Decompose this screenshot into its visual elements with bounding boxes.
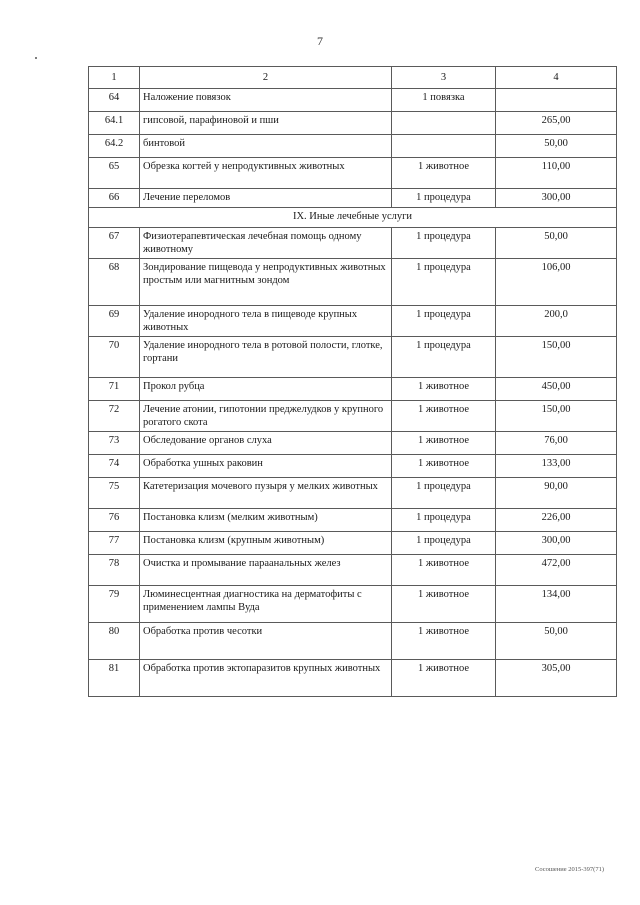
row-number-cell: 74 [89, 455, 140, 478]
unit-cell: 1 процедура [392, 478, 496, 509]
scan-speck [35, 57, 37, 59]
table-row [89, 623, 617, 660]
table-row [89, 509, 617, 532]
service-name-cell: Зондирование пищевода у непродуктивных животных простым или магнитным зондом [140, 259, 392, 306]
table-row [89, 532, 617, 555]
row-number-cell: 68 [89, 259, 140, 306]
service-name-cell: гипсовой, парафиновой и пши [140, 112, 392, 135]
price-cell: 226,00 [496, 509, 617, 532]
table-row [89, 660, 617, 697]
unit-cell: 1 процедура [392, 337, 496, 378]
row-number-cell: 64 [89, 89, 140, 112]
row-number-cell: 65 [89, 158, 140, 189]
unit-cell: 1 животное [392, 555, 496, 586]
row-number-cell: 64.1 [89, 112, 140, 135]
table-row [89, 401, 617, 432]
unit-cell: 1 животное [392, 586, 496, 623]
price-cell: 90,00 [496, 478, 617, 509]
row-number-cell: 78 [89, 555, 140, 586]
service-name-cell: Обрезка когтей у непродуктивных животных [140, 158, 392, 189]
service-name-cell: Наложение повязок [140, 89, 392, 112]
unit-cell: 1 процедура [392, 306, 496, 337]
table-row [89, 432, 617, 455]
table-row [89, 455, 617, 478]
price-cell: 300,00 [496, 189, 617, 208]
table-row [89, 135, 617, 158]
unit-cell: 1 животное [392, 378, 496, 401]
price-cell: 134,00 [496, 586, 617, 623]
price-cell: 265,00 [496, 112, 617, 135]
services-price-table [88, 66, 617, 697]
price-cell: 50,00 [496, 135, 617, 158]
price-cell: 110,00 [496, 158, 617, 189]
service-name-cell: Лечение переломов [140, 189, 392, 208]
table-row [89, 158, 617, 189]
row-number-cell: 71 [89, 378, 140, 401]
unit-cell: 1 животное [392, 623, 496, 660]
unit-cell: 1 процедура [392, 228, 496, 259]
row-number-cell: 72 [89, 401, 140, 432]
table-row [89, 89, 617, 112]
section-title: IX. Иные лечебные услуги [89, 208, 617, 228]
table-row [89, 228, 617, 259]
unit-cell [392, 112, 496, 135]
unit-cell: 1 животное [392, 401, 496, 432]
row-number-cell: 67 [89, 228, 140, 259]
unit-cell: 1 процедура [392, 509, 496, 532]
price-cell: 472,00 [496, 555, 617, 586]
header-cell-1: 1 [89, 67, 140, 89]
service-name-cell: Катетеризация мочевого пузыря у мелких животных [140, 478, 392, 509]
section-heading-row [89, 208, 617, 228]
row-number-cell: 76 [89, 509, 140, 532]
service-name-cell: Постановка клизм (мелким животным) [140, 509, 392, 532]
price-cell: 50,00 [496, 623, 617, 660]
service-name-cell: Люминесцентная диагностика на дерматофиты с применением лампы Вуда [140, 586, 392, 623]
table-row [89, 259, 617, 306]
table-row [89, 337, 617, 378]
price-cell: 106,00 [496, 259, 617, 306]
table-row [89, 189, 617, 208]
unit-cell: 1 процедура [392, 532, 496, 555]
unit-cell: 1 процедура [392, 189, 496, 208]
unit-cell: 1 животное [392, 432, 496, 455]
unit-cell: 1 повязка [392, 89, 496, 112]
price-cell: 150,00 [496, 337, 617, 378]
row-number-cell: 75 [89, 478, 140, 509]
row-number-cell: 70 [89, 337, 140, 378]
page-number: 7 [317, 34, 323, 48]
service-name-cell: Прокол рубца [140, 378, 392, 401]
document-footer: Сосошение 2015-397(71) [535, 866, 604, 873]
price-cell: 150,00 [496, 401, 617, 432]
unit-cell [392, 135, 496, 158]
service-name-cell: Обработка против эктопаразитов крупных животных [140, 660, 392, 697]
service-name-cell: Удаление инородного тела в пищеводе крупных животных [140, 306, 392, 337]
price-cell: 305,00 [496, 660, 617, 697]
price-cell: 50,00 [496, 228, 617, 259]
header-cell-3: 3 [392, 67, 496, 89]
price-cell [496, 89, 617, 112]
price-cell: 450,00 [496, 378, 617, 401]
unit-cell: 1 животное [392, 660, 496, 697]
price-cell: 76,00 [496, 432, 617, 455]
header-cell-2: 2 [140, 67, 392, 89]
table-row [89, 555, 617, 586]
table-row [89, 586, 617, 623]
row-number-cell: 81 [89, 660, 140, 697]
service-name-cell: бинтовой [140, 135, 392, 158]
row-number-cell: 80 [89, 623, 140, 660]
row-number-cell: 64.2 [89, 135, 140, 158]
service-name-cell: Обработка ушных раковин [140, 455, 392, 478]
row-number-cell: 73 [89, 432, 140, 455]
unit-cell: 1 животное [392, 158, 496, 189]
row-number-cell: 79 [89, 586, 140, 623]
service-name-cell: Удаление инородного тела в ротовой полости, глотке, гортани [140, 337, 392, 378]
unit-cell: 1 процедура [392, 259, 496, 306]
service-name-cell: Физиотерапевтическая лечебная помощь одному животному [140, 228, 392, 259]
service-name-cell: Постановка клизм (крупным животным) [140, 532, 392, 555]
row-number-cell: 77 [89, 532, 140, 555]
price-cell: 133,00 [496, 455, 617, 478]
service-name-cell: Обследование органов слуха [140, 432, 392, 455]
table-row [89, 112, 617, 135]
service-name-cell: Лечение атонии, гипотонии преджелудков у крупного рогатого скота [140, 401, 392, 432]
row-number-cell: 69 [89, 306, 140, 337]
row-number-cell: 66 [89, 189, 140, 208]
service-name-cell: Обработка против чесотки [140, 623, 392, 660]
table-row [89, 306, 617, 337]
table-header-row [89, 67, 617, 89]
price-cell: 300,00 [496, 532, 617, 555]
header-cell-4: 4 [496, 67, 617, 89]
unit-cell: 1 животное [392, 455, 496, 478]
table-row [89, 478, 617, 509]
table-row [89, 378, 617, 401]
price-cell: 200,0 [496, 306, 617, 337]
service-name-cell: Очистка и промывание параанальных желез [140, 555, 392, 586]
